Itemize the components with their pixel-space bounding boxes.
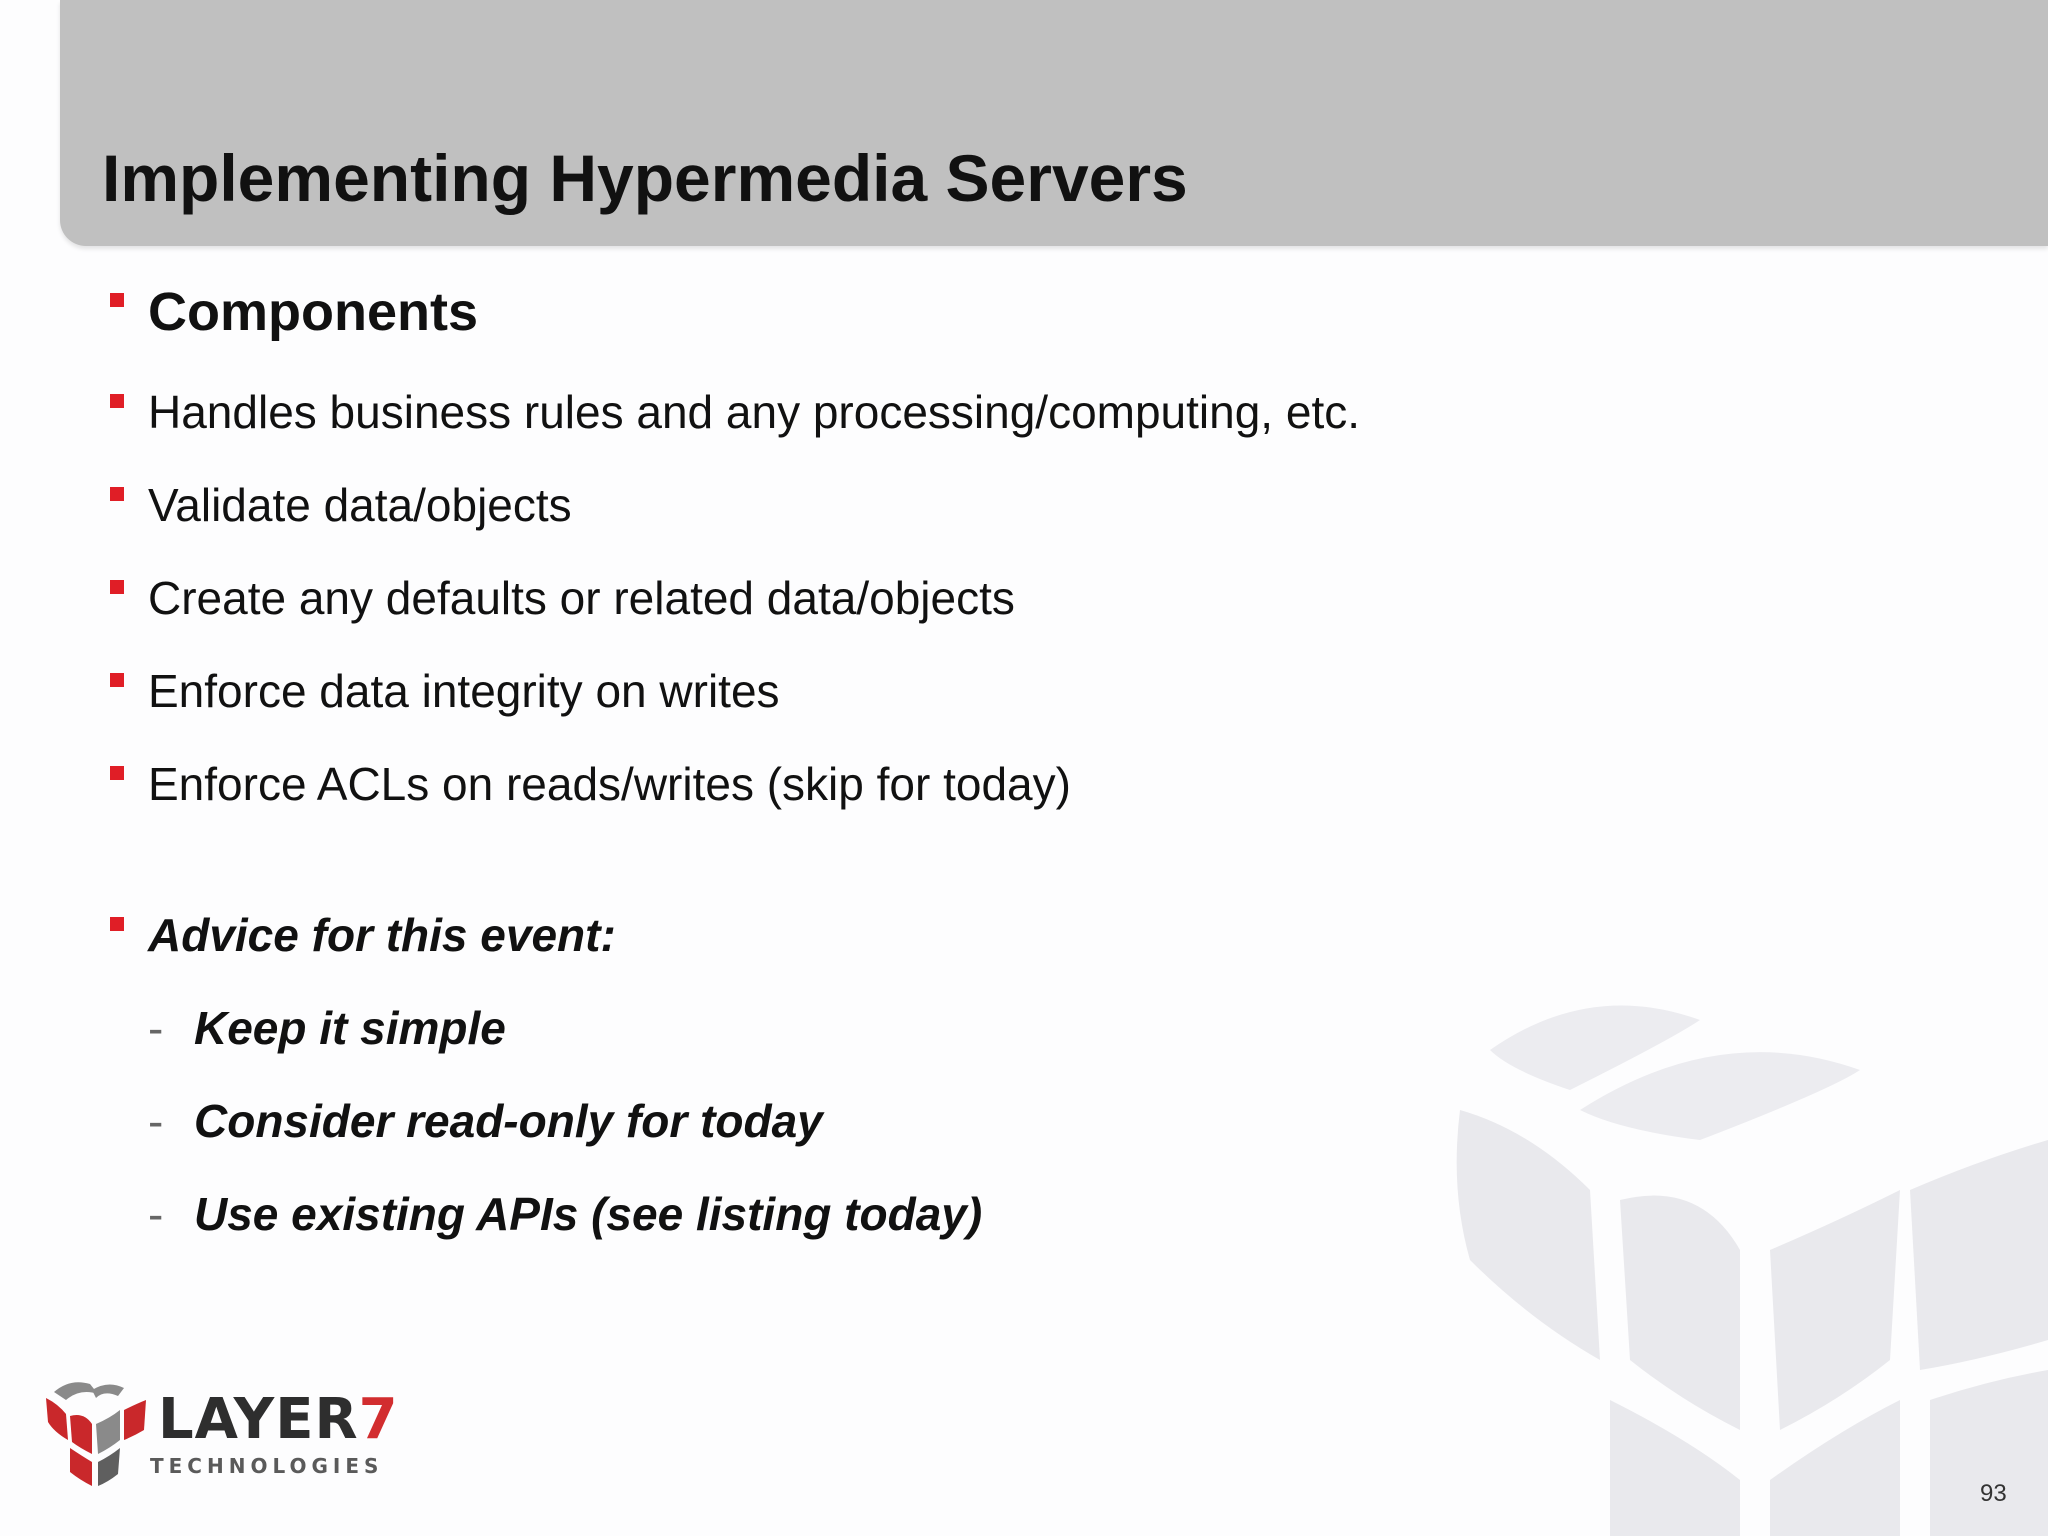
bullet-text: Components: [148, 282, 478, 342]
bullet-item: [104, 744, 1604, 837]
slide-title: Implementing Hypermedia Servers: [102, 141, 1188, 215]
dash-marker: -: [148, 1095, 164, 1147]
bullet-item: [104, 465, 1604, 558]
logo-wordmark: [158, 1387, 399, 1452]
advice-heading: Advice for this event:: [148, 909, 616, 961]
bullet-item: [104, 372, 1604, 465]
bullet-marker-icon: [110, 673, 124, 687]
logo-word: LAYER: [158, 1387, 359, 1452]
bullet-text: Handles business rules and any processing/computing, etc.: [148, 386, 1361, 438]
logo-number: 7: [358, 1387, 399, 1452]
logo-subtitle: TECHNOLOGIES: [150, 1454, 384, 1478]
bullet-item: [104, 558, 1604, 651]
sub-bullet-item: [104, 988, 1604, 1081]
bullet-item: [104, 651, 1604, 744]
sub-bullet-text: Keep it simple: [194, 1002, 506, 1054]
bullet-text: Validate data/objects: [148, 479, 572, 531]
bullet-text: Enforce ACLs on reads/writes (skip for today): [148, 758, 1071, 810]
bullet-text: Create any defaults or related data/objects: [148, 572, 1015, 624]
layer7-cube-icon: [40, 1370, 160, 1488]
sub-bullet-text: Use existing APIs (see listing today): [194, 1188, 983, 1240]
page-number: 93: [1980, 1480, 2007, 1507]
bullet-marker-icon: [110, 917, 124, 931]
bullet-marker-icon: [110, 293, 124, 307]
dash-marker: -: [148, 1188, 164, 1240]
bullet-marker-icon: [110, 394, 124, 408]
bullet-text: Enforce data integrity on writes: [148, 665, 780, 717]
bullet-item-components: [104, 272, 1604, 372]
bullet-list: [104, 272, 1604, 1267]
sub-bullet-item: [104, 1081, 1604, 1174]
bullet-item-advice: [104, 895, 1604, 988]
bullet-marker-icon: [110, 580, 124, 594]
sub-bullet-item: [104, 1174, 1604, 1267]
dash-marker: -: [148, 1002, 164, 1054]
sub-bullet-text: Consider read-only for today: [194, 1095, 823, 1147]
layer7-logo: [40, 1370, 400, 1490]
bullet-marker-icon: [110, 487, 124, 501]
bullet-marker-icon: [110, 766, 124, 780]
